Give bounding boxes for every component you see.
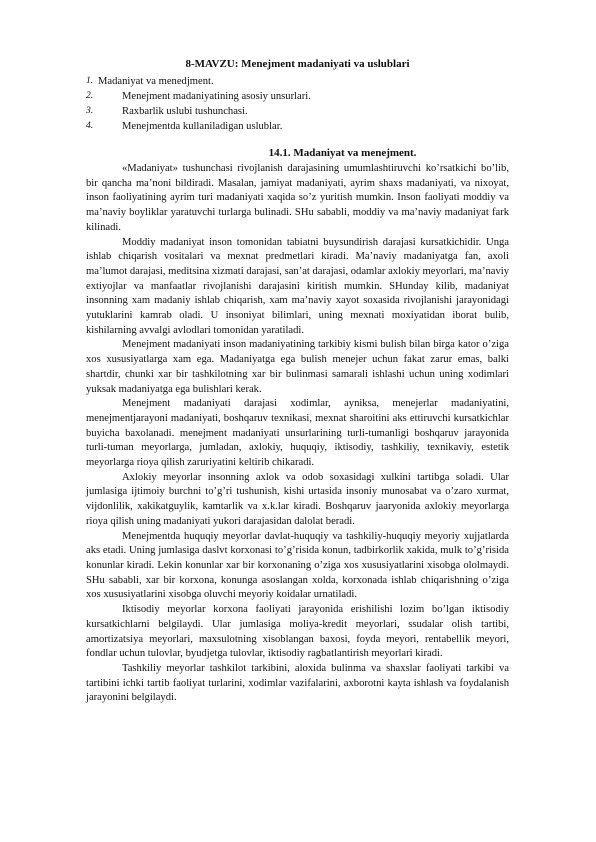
- outline-item: [86, 89, 509, 104]
- outline-item: [86, 104, 509, 119]
- document-page: [86, 56, 509, 706]
- section-heading: 14.1. Madaniyat va menejment.: [268, 147, 417, 159]
- outline-item: [86, 119, 509, 134]
- body-paragraph: Menejmentda huquqiy meyorlar davlat-huquqiy va tashkiliy-huquqiy meyoriy xujjatlarda aks etadi. Uning jumlasiga daslvt korxonasi to’g’risida konun, tadbirkorlik xakida, mulk to’g’risida konunlar kiradi. Lekin konunlar xar bir korxonaning o’ziga xos xususiyatlarini xisobga ololmaydi. SHu sababli, xar bir korxona, konunga asoslangan xolda, korxonada ishlab chiqarishning o’ziga xos xususiyatlarini xisobga oluvchi meyoriy koidalar urnatiladi.: [86, 530, 509, 601]
- body-paragraph: Axlokiy meyorlar insonning axlok va odob soxasidagi xulkini tartibga soladi. Ular jumlasiga ijtimoiy burchni to’g’ri tushunish, kishi urtasida insoniy munosabat va o’zaro xurmat, vijdonlilik, xakikatguylik, kamtarlik va x.k.lar kiradi. Boshqaruv jaaryonida axlokiy meyorlarga rioya qilish uning madaniyati yukori darajasidan dalolat beradi.: [86, 471, 509, 527]
- outline-number: 3.: [86, 106, 94, 116]
- outline-number: 1.: [86, 76, 94, 86]
- outline-text: Menejment madaniyatining asosiy unsurlari.: [122, 91, 311, 102]
- topic-outline: [86, 74, 509, 134]
- body-paragraph: Menejment madaniyati inson madaniyatining tarkibiy kismi bulish bilan birga kator o’ziga xos xususiyatlarga xam ega. Madaniyatga ega bulish menejer uchun fakat zarur emas, balki shartdir, chunki xar bir tashkilotning xar bir bulinmasi samarali ishlashi uchun uning xodimlari yuksak madaniyatga ega bulishlari kerak.: [86, 339, 509, 395]
- outline-text: Raxbarlik uslubi tushunchasi.: [122, 106, 248, 117]
- outline-text: Menejmentda kullaniladigan uslublar.: [122, 121, 283, 132]
- body-paragraph: «Madaniyat» tushunchasi rivojlanish darajasining umumlashtiruvchi ko’rsatkichi bo’lib, bir qancha ma’noni bildiradi. Masalan, jamiyat madaniyati, ayrim shaxs madaniyati, va nixoyat, inson faoliyatining ayrim turi madaniyati xaqida so’z yuritish mumkin. Inson faoliyati moddiy va ma’naviy boyliklar yaratuvchi turlarga bulinadi. SHu sababli, moddiy va ma’naviy madaniyat fark kilinadi.: [86, 163, 509, 233]
- outline-text: Madaniyat va menedjment.: [98, 76, 214, 87]
- body-paragraph: Moddiy madaniyat inson tomonidan tabiatni buysundirish darajasi kursatkichidir. Unga ishlab chiqarish vositalari va mexnat predmetlari kiradi. Ma’naviy madaniyatga fan, axoli ma’lumot darajasi, meditsina xizmati darajasi, san’at darajasi, odamlar axlokiy meyorlari, ma’naviy extiyojlar va manfaatlar rivojlanishi darajasini kiritish mumkin. SHunday kilib, madaniyat insonning xam madaniy ishlab chiqarish, xam ma’naviy xayot soxasida rivojlanishi jarayonidagi yutuklarini kamrab oladi. U insoniyat bilimlari, uning mexnati moxiyatidan iborat bulib, kishilarning avvalgi avlodlari tomonidan yaratiladi.: [86, 236, 510, 336]
- document-title: 8-MAVZU: Menejment madaniyati va uslublari: [185, 58, 410, 70]
- body-paragraph: Iktisodiy meyorlar korxona faoliyati jarayonida erishilishi lozim bo’lgan iktisodiy kursatkichlarni belgilaydi. Ular jumlasiga moliya-kredit meyorlari, ssudalar olish tartibi, amortizatsiya meyorlari, maxsulotning xisoblangan baxosi, foyda meyori, rentabellik meyori, fondlar uchun tulovlar, byudjetga tulovlar, iktisodiy ragbatlantirish meyorlari kiradi.: [86, 604, 509, 660]
- body-paragraph: Menejment madaniyati darajasi xodimlar, ayniksa, menejerlar madaniyatini, menejmentjarayoni madaniyati, boshqaruv texnikasi, mexnat sharoitini aks ettiruvchi kursatkichlar buyicha baxolanadi. menejment madaniyati unsurlarining turli-tumanligi boshqaruv jarayonida turli-tuman meyorlarga, jumladan, axlokiy, huquqiy, iktisodiy, tashkiliy, texnikaviy, estetik meyorlarga rioya qilish zaruriyatini keltirib chikaradi.: [86, 398, 509, 469]
- outline-number: 4.: [86, 121, 94, 131]
- outline-number: 2.: [86, 91, 94, 101]
- outline-item: [86, 74, 509, 89]
- body-paragraph: Tashkiliy meyorlar tashkilot tarkibini, aloxida bulinma va shaxslar faoliyati tarkibi va tartibini ichki tartib faoliyat turlarini, xodimlar vazifalarini, axborotni kayta ishlash va foydalanish jarayonini belgilaydi.: [86, 662, 509, 704]
